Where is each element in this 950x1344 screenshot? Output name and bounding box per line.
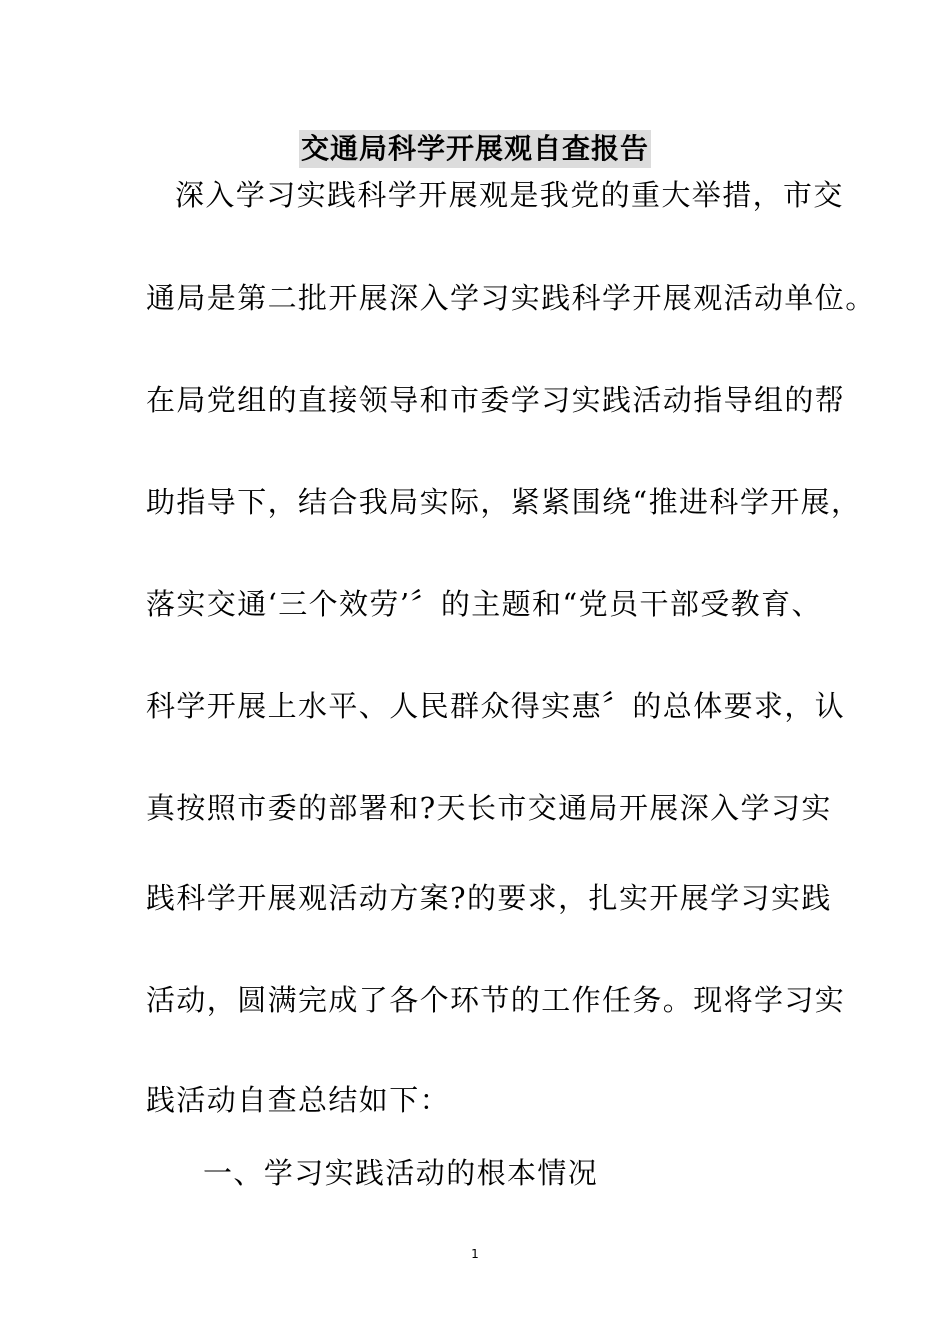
body-line-5: 落实交通‘三个效劳’〞的主题和“党员干部受教育、 xyxy=(146,587,822,621)
body-line-4: 助指导下，结合我局实际，紧紧围绕“推进科学开展， xyxy=(146,485,862,519)
body-line-10: 践活动自查总结如下： xyxy=(146,1083,451,1117)
page-number: 1 xyxy=(471,1247,479,1261)
body-line-7: 真按照市委的部署和?天长市交通局开展深入学习实 xyxy=(146,791,832,825)
body-line-1: 深入学习实践科学开展观是我党的重大举措，市交 xyxy=(175,178,844,212)
section-heading: 一、学习实践活动的根本情况 xyxy=(203,1156,599,1190)
body-line-2: 通局是第二批开展深入学习实践科学开展观活动单位。 xyxy=(146,281,876,315)
body-line-3: 在局党组的直接领导和市委学习实践活动指导组的帮 xyxy=(146,383,846,417)
body-line-6: 科学开展上水平、人民群众得实惠〞的总体要求，认 xyxy=(146,689,846,723)
body-line-9: 活动，圆满完成了各个环节的工作任务。现将学习实 xyxy=(146,983,846,1017)
document-title: 交通局科学开展观自查报告 xyxy=(299,130,651,168)
body-line-8: 践科学开展观活动方案?的要求，扎实开展学习实践 xyxy=(146,881,832,915)
document-title-row xyxy=(0,130,950,168)
